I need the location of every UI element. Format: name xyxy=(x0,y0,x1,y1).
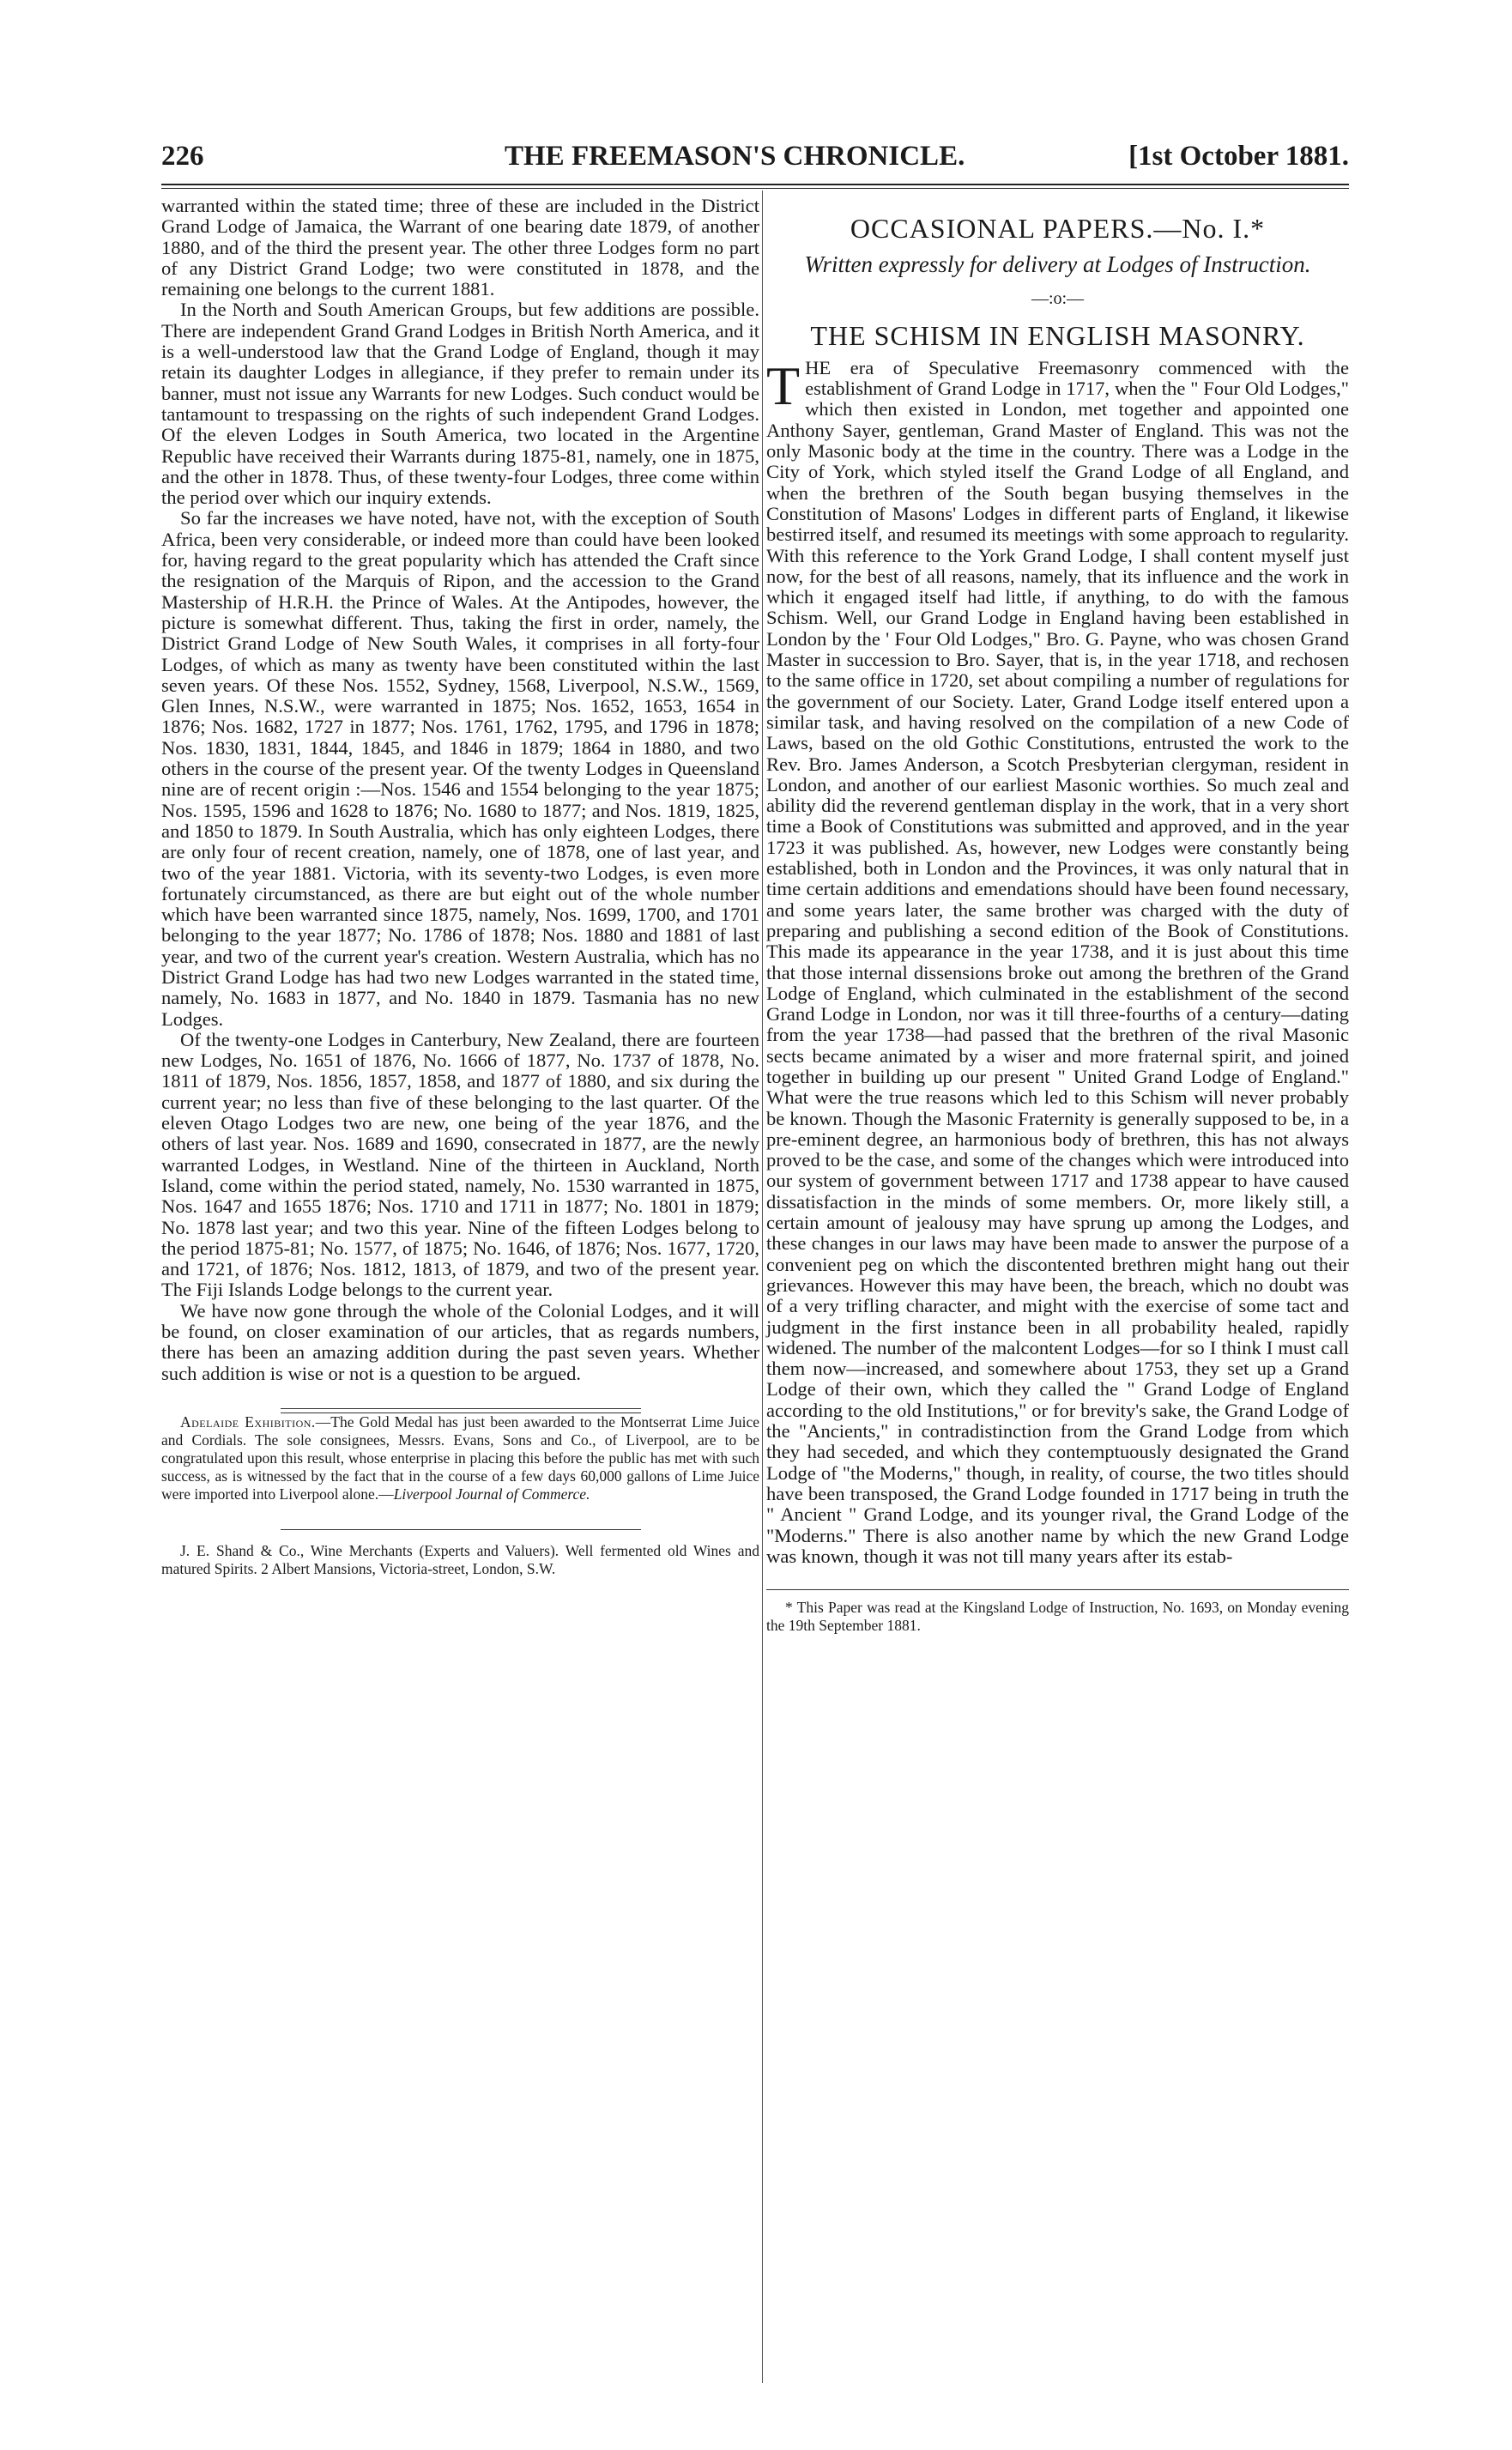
article-body xyxy=(766,354,1349,1567)
article-text: HE era of Speculative Freemasonry commenced with the establishment of Grand Lodge in 1717, when the " Four Old Lodges," which then existed in London, met together and appointed one Anthony Sayer, gentleman, Grand Master of England. This was not the only Masonic body at the time in the country. There was a Lodge in the City of York, which styled itself the Grand Lodge of all England, and when the brethren of the South began busying themselves in the Constitution of Masons' Lodges in different parts of England, it likewise bestirred itself, and resumed its meetings with some approach to regularity. With this reference to the York Grand Lodge, I shall content myself just now, for the best of all reasons, namely, that its influence and the work in which it engaged itself had little, if anything, to do with the famous Schism. Well, our Grand Lodge in England having been established in London by the ' Four Old Lodges," Bro. G. Payne, who was chosen Grand Master in succession to Bro. Sayer, that is, in the year 1718, and rechosen to the same office in 1720, set about compiling a number of regulations for the government of our Society. Later, Grand Lodge itself entered upon a similar task, and having resolved on the compilation of a new Code of Laws, based on the old Gothic Constitutions, entrusted the work to the Rev. Bro. James Anderson, a Scotch Presbyterian clergyman, resident in London, and another of our earliest Masonic worthies. So much zeal and ability did the reverend gentleman display in the work, that in a very short time a Book of Constitutions was submitted and approved, and in the year 1723 it was published. As, however, new Lodges were constantly being established, both in London and the Provinces, it was only natural that in time certain additions and emendations should have been found necessary, and some years later, the same brother was charged with the duty of preparing and publishing a second edition of the Book of Constitutions. This made its appearance in the year 1738, and it is just about this time that those internal dissensions broke out among the brethren of the Grand Lodge of England, which culminated in the establishment of the second Grand Lodge in London, nor was it till three-fourths of a century—dating from the year 1738—had passed that the brethren of the rival Masonic sects became animated by a wiser and more fraternal spirit, and joined together in building up our present " United Grand Lodge of England." What were the true reasons which led to this Schism will never probably be known. Though the Masonic Fraternity is generally supposed to be, in a pre-eminent degree, an harmonious body of brethren, this has not always proved to be the case, and some of the changes which were introduced into our system of government between 1717 and 1738 appear to have caused dissatisfaction in the minds of some members. Or, more likely still, a certain amount of jealousy may have sprung up among the Lodges, and these changes in our laws may have been made to answer the purpose of a convenient peg on which the discontented brethren might hang out their grievances. However this may have been, the breach, which no doubt was of a very trifling character, and might with the exercise of some tact and judgment in the first instance been in all probability healed, rapidly widened. The number of the malcontent Lodges—for so I think I must call them now—increased, and somewhere about 1753, they set up a Grand Lodge of their own, which they called the " Grand Lodge of England according to the old Institutions," or for brevity's sake, the Grand Lodge of the "Ancients," in contradistinction from the Grand Lodge from which they had seceded, and which they contemptuously designated the Grand Lodge of "the Moderns," though, in reality, of course, the two titles should have been transposed, the Grand Lodge founded in 1717 being in truth the " Ancient " Grand Lodge, and its younger rival, the Grand Lodge of the "Moderns." There is also another name by which the new Grand Lodge was known, though it was not till many years after its estab- xyxy=(766,356,1349,1567)
column-divider xyxy=(762,191,763,2383)
running-head xyxy=(161,129,1349,184)
paragraph: We have now gone through the whole of the Colonial Lodges, and it will be found, on closer examination of our articles, that as regards numbers, there has been an amazing addition during the past seven years. Whether such addition is wise or not is a question to be argued. xyxy=(161,1299,759,1384)
paragraph: In the North and South American Groups, but few additions are possible. There are independent Grand Grand Lodges in British North America, and it is a well-understood law that the Grand Lodge of England, though it may retain its daughter Lodges in allegiance, if they prefer to remain under its banner, must not issue any Warrants for new Lodges. Such conduct would be tantamount to trespassing on the rights of such independent Grand Lodges. Of the eleven Lodges in South America, two located in the Argentine Republic have received their Warrants during 1875-81, namely, one in 1875, and the other in 1878. Thus, of these twenty-four Lodges, three come within the period over which our inquiry extends. xyxy=(161,299,759,509)
series-subtitle: Written expressly for delivery at Lodges of Instruction. xyxy=(804,251,1311,277)
paragraph: So far the increases we have noted, have not, with the exception of South Africa, been very considerable, or indeed more than could have been looked for, having regard to the great popularity which has attended the Craft since the resignation of the Marquis of Ripon, and the accession to the Grand Mastership of H.R.H. the Prince of Wales. At the Antipodes, however, the picture is somewhat different. Thus, taking the first in order, namely, the District Grand Lodge of New South Wales, it comprises in all forty-four Lodges, of which as many as twenty have been constituted within the last seven years. Of these Nos. 1552, Sydney, 1568, Liverpool, N.S.W., 1569, Glen Innes, N.S.W., were warranted in 1875; Nos. 1652, 1653, 1654 in 1876; Nos. 1682, 1727 in 1877; Nos. 1761, 1762, 1795, and 1796 in 1878; Nos. 1830, 1831, 1844, 1845, and 1846 in 1879; 1864 in 1880, and two others in the course of the present year. Of the twenty Lodges in Queensland nine are of recent origin :—Nos. 1546 and 1554 belonging to the year 1875; Nos. 1595, 1596 and 1628 to 1876; No. 1680 to 1877; and Nos. 1819, 1825, and 1850 to 1879. In South Australia, which has only eighteen Lodges, there are only four of recent creation, namely, one of 1878, one of last year, and two of the year 1881. Victoria, with its seventy-two Lodges, is even more fortunately circumstanced, as there are but eight out of the whole number which have been warranted since 1875, namely, Nos. 1699, 1700, and 1701 belonging to the year 1877; No. 1786 of 1878; Nos. 1880 and 1881 of last year, and two of the current year's creation. Western Australia, which has no District Grand Lodge has had two new Lodges warranted in the stated time, namely, No. 1683 in 1877, and No. 1840 in 1879. Tasmania has no new Lodges. xyxy=(161,507,759,1030)
article-title: THE SCHISM IN ENGLISH MASONRY. xyxy=(810,319,1305,351)
paragraph: Of the twenty-one Lodges in Canterbury, New Zealand, there are fourteen new Lodges, No. 1651 of 1876, No. 1666 of 1877, No. 1737 of 1878, No. 1811 of 1879, Nos. 1856, 1857, 1858, and 1877 of 1880, and six during the current year; no less than five of these belonging to the last quarter. Of the eleven Otago Lodges two are new, one being of the year 1876, and the others of last year. Nos. 1689 and 1690, consecrated in 1877, are the newly warranted Lodges, in Westland. Nine of the thirteen in Auckland, North Island, come within the period stated, namely, No. 1530 warranted in 1875, Nos. 1647 and 1655 1876; Nos. 1710 and 1711 in 1877; No. 1801 in 1879; No. 1878 last year; and two this year. Nine of the fifteen Lodges belong to the period 1875-81; No. 1577, of 1875; No. 1646, of 1876; Nos. 1677, 1720, and 1721, of 1876; Nos. 1812, 1813, of 1879, and two of the present year. The Fiji Islands Lodge belongs to the current year. xyxy=(161,1028,759,1301)
issue-date: [1st October 1881. xyxy=(1128,141,1349,172)
notice-source: Liverpool Journal of Commerce. xyxy=(393,1485,590,1503)
left-column xyxy=(161,196,759,1578)
drop-cap: T xyxy=(766,354,801,416)
ornament-separator: —:o:— xyxy=(1031,289,1085,309)
series-title: OCCASIONAL PAPERS.—No. I.* xyxy=(850,213,1266,244)
advertisement: J. E. Shand & Co., Wine Merchants (Experts and Valuers). Well fermented old Wines and matured Spirits. 2 Albert Mansions, Victoria-street, London, S.W. xyxy=(161,1541,759,1577)
newspaper-title: THE FREEMASON'S CHRONICLE. xyxy=(505,141,965,172)
notice-body: —The Gold Medal has just been awarded to the Montserrat Lime Juice and Cordials. The sole consignees, Messrs. Evans, Sons and Co., of Liverpool, are to be congratulated upon this result, whose enterprise in placing this before the public has met with such success, as is witnessed by the fact that in the course of a few days 60,000 gallons of Lime Juice were imported into Liverpool alone.— xyxy=(161,1413,759,1503)
paragraph: warranted within the stated time; three of these are included in the District Grand Lodge of Jamaica, the Warrant of one bearing date 1879, of another 1880, and of the third the present year. The other three Lodges form no part of any District Grand Lodge; two were constituted in 1878, and the remaining one belongs to the current 1881. xyxy=(161,195,759,300)
page-number: 226 xyxy=(161,141,204,172)
footnote: * This Paper was read at the Kingsland Lodge of Instruction, No. 1693, on Monday evening the 19th September 1881. xyxy=(766,1599,1349,1635)
advert-rule xyxy=(281,1529,641,1530)
exhibition-notice xyxy=(161,1413,759,1503)
footnote-rule xyxy=(766,1589,1349,1590)
notice-heading: Adelaide Exhibition. xyxy=(180,1413,316,1431)
header-rule-thin xyxy=(161,188,1349,189)
right-column xyxy=(766,196,1349,1635)
header-rule xyxy=(161,184,1349,185)
